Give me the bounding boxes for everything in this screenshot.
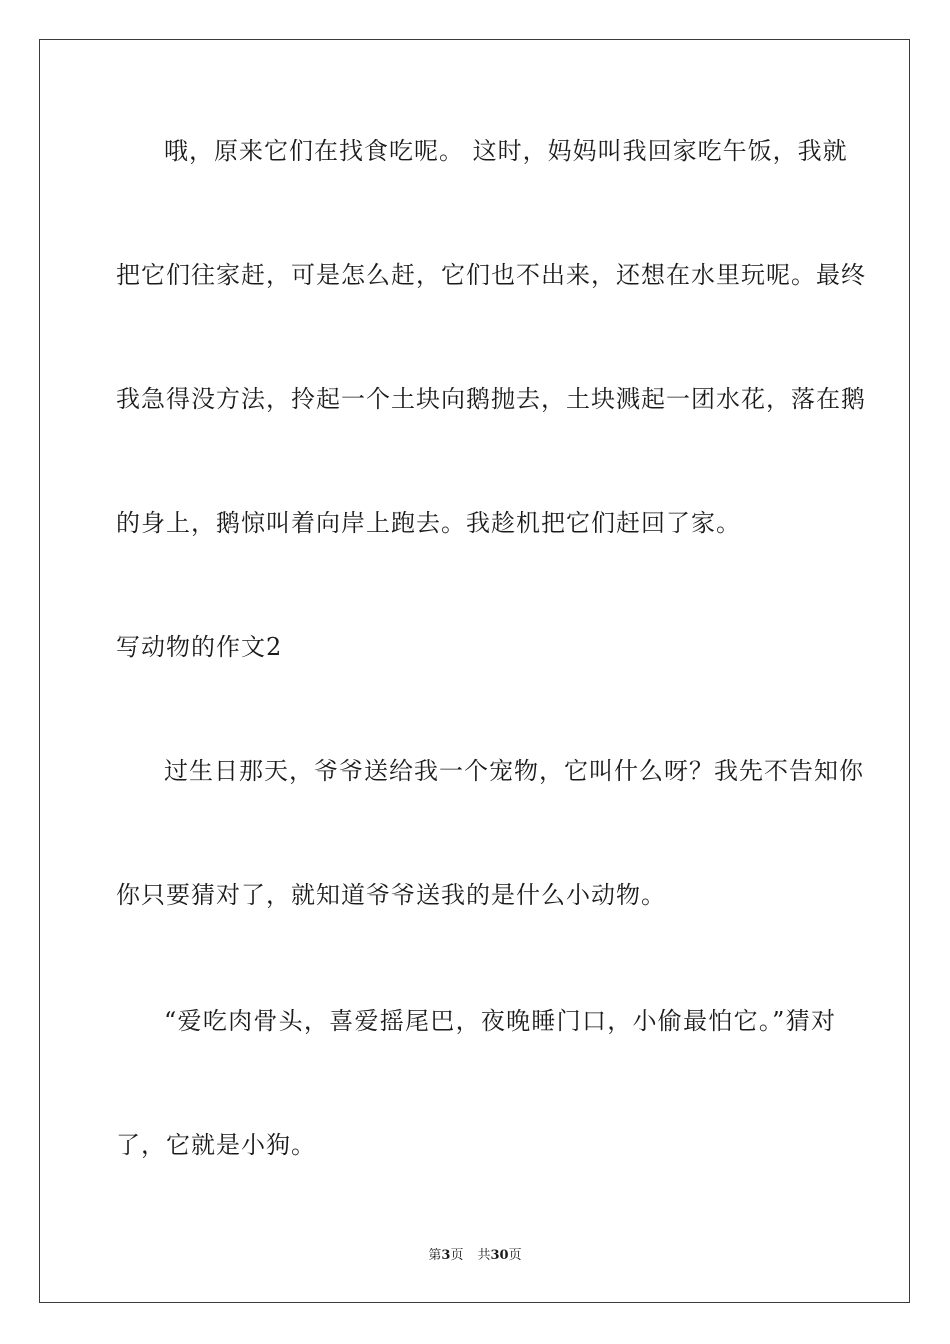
paragraph-line: “爱吃肉骨头，喜爱摇尾巴，夜晚睡门口，小偷最怕它。”猜对 <box>164 1007 836 1035</box>
total-pages: 30 <box>490 1248 509 1263</box>
paragraph-line: 了，它就是小狗。 <box>116 1131 316 1159</box>
section-heading: 写动物的作文2 <box>116 633 283 661</box>
page-suffix: 页 <box>450 1248 464 1263</box>
page-border <box>39 39 910 1303</box>
paragraph-line: 哦，原来它们在找食吃呢。 这时，妈妈叫我回家吃午饭，我就 <box>164 137 848 165</box>
page-prefix: 第 <box>428 1248 442 1263</box>
paragraph-line: 过生日那天，爷爷送给我一个宠物，它叫什么呀？我先不告知你 <box>164 757 864 785</box>
total-suffix: 页 <box>508 1248 522 1263</box>
paragraph-line: 我急得没方法，拎起一个土块向鹅抛去，土块溅起一团水花，落在鹅 <box>116 385 866 413</box>
paragraph-line: 你只要猜对了，就知道爷爷送我的是什么小动物。 <box>116 881 666 909</box>
paragraph-line: 的身上，鹅惊叫着向岸上跑去。我趁机把它们赶回了家。 <box>116 509 741 537</box>
paragraph-line: 把它们往家赶，可是怎么赶，它们也不出来，还想在水里玩呢。最终 <box>116 261 866 289</box>
page-number: 3 <box>441 1248 451 1263</box>
total-prefix: 共 <box>477 1248 491 1263</box>
page-footer <box>0 1248 950 1264</box>
